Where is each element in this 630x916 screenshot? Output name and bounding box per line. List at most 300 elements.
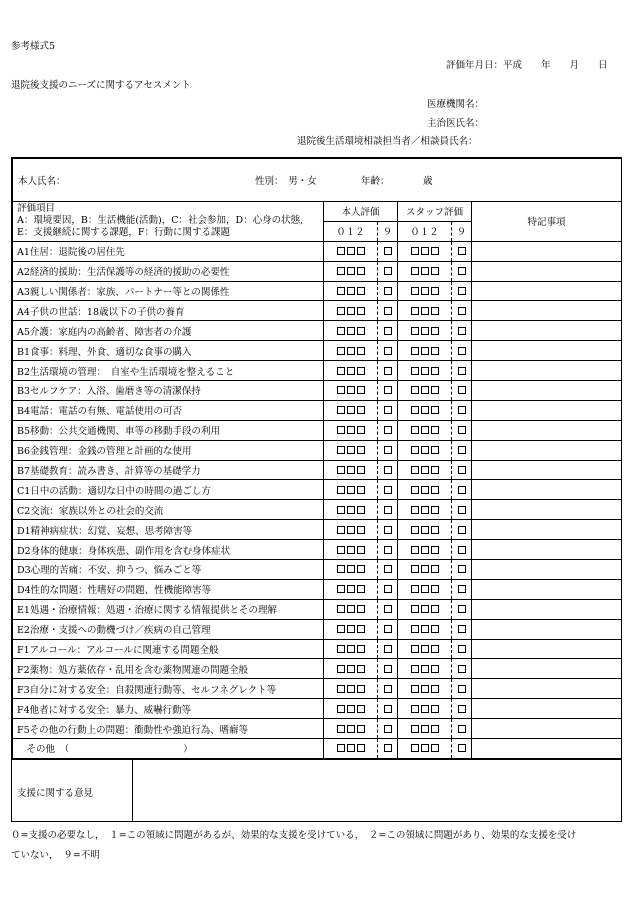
checkbox[interactable] xyxy=(458,546,466,554)
checkbox[interactable] xyxy=(458,625,466,633)
self-eval-012-boxes xyxy=(324,321,378,341)
checkbox[interactable] xyxy=(357,605,365,613)
table-row xyxy=(13,361,622,381)
checkbox[interactable] xyxy=(384,426,392,434)
checkbox[interactable] xyxy=(458,565,466,573)
checkbox[interactable] xyxy=(357,565,365,573)
checkbox[interactable] xyxy=(357,466,365,474)
notes-cell[interactable] xyxy=(472,420,622,440)
checkbox[interactable] xyxy=(337,705,345,713)
table-row xyxy=(13,480,622,500)
checkbox[interactable] xyxy=(337,506,345,514)
staff-eval-012-boxes xyxy=(398,480,452,500)
notes-cell[interactable] xyxy=(472,381,622,401)
checkbox[interactable] xyxy=(357,327,365,335)
checkbox[interactable] xyxy=(431,725,439,733)
checkbox[interactable] xyxy=(458,685,466,693)
checkbox[interactable] xyxy=(411,267,419,275)
checkbox[interactable] xyxy=(421,526,429,534)
checkbox[interactable] xyxy=(458,506,466,514)
checkbox[interactable] xyxy=(347,446,355,454)
checkbox[interactable] xyxy=(337,406,345,414)
checkbox[interactable] xyxy=(411,605,419,613)
checkbox[interactable] xyxy=(411,645,419,653)
assessment-item-label: C1日中の活動：適切な日中の時間の過ごし方 xyxy=(13,480,324,500)
checkbox[interactable] xyxy=(337,725,345,733)
table-row xyxy=(13,719,622,739)
self-eval-012-boxes xyxy=(324,301,378,321)
checkbox[interactable] xyxy=(431,486,439,494)
staff-eval-9-box xyxy=(452,440,472,460)
checkbox[interactable] xyxy=(347,585,355,593)
checkbox[interactable] xyxy=(357,526,365,534)
checkbox[interactable] xyxy=(347,406,355,414)
assessment-item-label: B5移動：公共交通機関、車等の移動手段の利用 xyxy=(13,420,324,440)
checkbox[interactable] xyxy=(337,307,345,315)
checkbox[interactable] xyxy=(384,307,392,315)
staff-eval-9-box xyxy=(452,739,472,759)
checkbox[interactable] xyxy=(421,685,429,693)
checkbox[interactable] xyxy=(384,287,392,295)
checkbox[interactable] xyxy=(411,665,419,673)
checkbox[interactable] xyxy=(458,247,466,255)
checkbox[interactable] xyxy=(357,406,365,414)
staff-eval-9-box xyxy=(452,460,472,480)
checkbox[interactable] xyxy=(337,526,345,534)
checkbox[interactable] xyxy=(458,665,466,673)
checkbox[interactable] xyxy=(458,446,466,454)
table-row xyxy=(13,261,622,281)
notes-cell[interactable] xyxy=(472,500,622,520)
staff-eval-9-box xyxy=(452,400,472,420)
notes-cell[interactable] xyxy=(472,440,622,460)
checkbox[interactable] xyxy=(357,744,365,752)
assessment-item-label: A3親しい関係者：家族、パートナー等との関係性 xyxy=(13,281,324,301)
checkbox[interactable] xyxy=(347,685,355,693)
checkbox[interactable] xyxy=(384,466,392,474)
notes-cell[interactable] xyxy=(472,241,622,261)
checkbox[interactable] xyxy=(411,327,419,335)
checkbox[interactable] xyxy=(411,307,419,315)
checkbox[interactable] xyxy=(357,585,365,593)
checkbox[interactable] xyxy=(411,347,419,355)
checkbox[interactable] xyxy=(357,426,365,434)
checkbox[interactable] xyxy=(421,287,429,295)
checkbox[interactable] xyxy=(337,267,345,275)
checkbox[interactable] xyxy=(347,347,355,355)
staff-scale-9: ９ xyxy=(452,221,472,241)
checkbox[interactable] xyxy=(421,506,429,514)
checkbox[interactable] xyxy=(431,307,439,315)
notes-cell[interactable] xyxy=(472,579,622,599)
checkbox[interactable] xyxy=(384,327,392,335)
checkbox[interactable] xyxy=(421,605,429,613)
checkbox[interactable] xyxy=(421,386,429,394)
checkbox[interactable] xyxy=(384,406,392,414)
checkbox[interactable] xyxy=(357,347,365,355)
checkbox[interactable] xyxy=(431,645,439,653)
checkbox[interactable] xyxy=(431,247,439,255)
staff-eval-012-boxes xyxy=(398,679,452,699)
checkbox[interactable] xyxy=(384,347,392,355)
checkbox[interactable] xyxy=(411,367,419,375)
assessment-item-label: E2治療・支援への動機づけ／疾病の自己管理 xyxy=(13,619,324,639)
checkbox[interactable] xyxy=(384,645,392,653)
checkbox[interactable] xyxy=(458,645,466,653)
checkbox[interactable] xyxy=(458,466,466,474)
checkbox[interactable] xyxy=(411,546,419,554)
checkbox[interactable] xyxy=(347,705,355,713)
checkbox[interactable] xyxy=(347,287,355,295)
checkbox[interactable] xyxy=(384,565,392,573)
staff-eval-012-boxes xyxy=(398,739,452,759)
checkbox[interactable] xyxy=(357,645,365,653)
checkbox[interactable] xyxy=(458,347,466,355)
checkbox[interactable] xyxy=(411,247,419,255)
checkbox[interactable] xyxy=(458,367,466,375)
checkbox[interactable] xyxy=(421,486,429,494)
checkbox[interactable] xyxy=(421,446,429,454)
checkbox[interactable] xyxy=(411,386,419,394)
checkbox[interactable] xyxy=(421,406,429,414)
checkbox[interactable] xyxy=(411,744,419,752)
checkbox[interactable] xyxy=(357,386,365,394)
self-eval-9-box xyxy=(378,719,398,739)
checkbox[interactable] xyxy=(411,426,419,434)
notes-cell[interactable] xyxy=(472,261,622,281)
assessment-item-label: D2身体的健康：身体疾患、副作用を含む身体症状 xyxy=(13,540,324,560)
support-opinion-field[interactable] xyxy=(133,760,621,822)
checkbox[interactable] xyxy=(431,565,439,573)
checkbox[interactable] xyxy=(421,744,429,752)
checkbox[interactable] xyxy=(411,585,419,593)
checkbox[interactable] xyxy=(458,725,466,733)
checkbox[interactable] xyxy=(411,526,419,534)
checkbox[interactable] xyxy=(384,705,392,713)
checkbox[interactable] xyxy=(431,744,439,752)
checkbox[interactable] xyxy=(337,247,345,255)
checkbox[interactable] xyxy=(458,287,466,295)
checkbox[interactable] xyxy=(347,526,355,534)
notes-cell[interactable] xyxy=(472,321,622,341)
checkbox[interactable] xyxy=(421,426,429,434)
notes-header: 特記事項 xyxy=(472,202,622,242)
checkbox[interactable] xyxy=(347,645,355,653)
notes-cell[interactable] xyxy=(472,400,622,420)
checkbox[interactable] xyxy=(411,466,419,474)
checkbox[interactable] xyxy=(384,267,392,275)
staff-eval-012-boxes xyxy=(398,381,452,401)
checkbox[interactable] xyxy=(421,625,429,633)
checkbox[interactable] xyxy=(384,386,392,394)
self-eval-012-boxes xyxy=(324,480,378,500)
notes-cell[interactable] xyxy=(472,699,622,719)
staff-eval-012-boxes xyxy=(398,241,452,261)
checkbox[interactable] xyxy=(431,546,439,554)
self-eval-012-boxes xyxy=(324,440,378,460)
checkbox[interactable] xyxy=(347,426,355,434)
notes-cell[interactable] xyxy=(472,560,622,580)
checkbox[interactable] xyxy=(421,546,429,554)
self-eval-012-boxes xyxy=(324,520,378,540)
checkbox[interactable] xyxy=(431,466,439,474)
self-eval-9-box xyxy=(378,381,398,401)
checkbox[interactable] xyxy=(337,585,345,593)
checkbox[interactable] xyxy=(458,386,466,394)
checkbox[interactable] xyxy=(421,327,429,335)
checkbox[interactable] xyxy=(337,744,345,752)
checkbox[interactable] xyxy=(421,705,429,713)
checkbox[interactable] xyxy=(337,327,345,335)
legend-line-1: ０=支援の必要なし， １=この領域に問題があるが、効果的な支援を受けている， ２=この領域に問題があり、効果的な支援を受け xyxy=(11,830,577,841)
checkbox[interactable] xyxy=(357,446,365,454)
checkbox[interactable] xyxy=(384,744,392,752)
staff-eval-9-box xyxy=(452,281,472,301)
notes-cell[interactable] xyxy=(472,460,622,480)
checkbox[interactable] xyxy=(411,446,419,454)
checkbox[interactable] xyxy=(431,625,439,633)
checkbox[interactable] xyxy=(431,327,439,335)
checkbox[interactable] xyxy=(411,705,419,713)
checkbox[interactable] xyxy=(421,247,429,255)
checkbox[interactable] xyxy=(431,605,439,613)
self-eval-9-box xyxy=(378,500,398,520)
checkbox[interactable] xyxy=(458,406,466,414)
assessment-table xyxy=(12,158,622,759)
checkbox[interactable] xyxy=(458,307,466,315)
notes-cell[interactable] xyxy=(472,480,622,500)
checkbox[interactable] xyxy=(411,685,419,693)
checkbox[interactable] xyxy=(347,307,355,315)
legend-line-2: ていない， ９=不明 xyxy=(11,850,100,861)
checkbox[interactable] xyxy=(421,347,429,355)
self-eval-9-box xyxy=(378,659,398,679)
notes-cell[interactable] xyxy=(472,341,622,361)
checkbox[interactable] xyxy=(384,625,392,633)
checkbox[interactable] xyxy=(421,307,429,315)
self-eval-9-box xyxy=(378,599,398,619)
checkbox[interactable] xyxy=(458,486,466,494)
checkbox[interactable] xyxy=(357,307,365,315)
checkbox[interactable] xyxy=(384,486,392,494)
checkbox[interactable] xyxy=(411,287,419,295)
staff-eval-012-boxes xyxy=(398,639,452,659)
checkbox[interactable] xyxy=(347,506,355,514)
checkbox[interactable] xyxy=(357,267,365,275)
self-eval-012-boxes xyxy=(324,619,378,639)
staff-eval-012-boxes xyxy=(398,341,452,361)
checkbox[interactable] xyxy=(384,685,392,693)
checkbox[interactable] xyxy=(431,406,439,414)
checkbox[interactable] xyxy=(431,267,439,275)
checkbox[interactable] xyxy=(357,247,365,255)
notes-cell[interactable] xyxy=(472,739,622,759)
checkbox[interactable] xyxy=(337,546,345,554)
checkbox[interactable] xyxy=(337,605,345,613)
checkbox[interactable] xyxy=(431,685,439,693)
checkbox[interactable] xyxy=(384,725,392,733)
page-title: 退院後支援のニーズに関するアセスメント xyxy=(11,80,191,91)
checkbox[interactable] xyxy=(421,565,429,573)
checkbox[interactable] xyxy=(347,565,355,573)
table-row xyxy=(13,599,622,619)
table-row xyxy=(13,540,622,560)
staff-eval-012-boxes xyxy=(398,440,452,460)
self-eval-9-box xyxy=(378,241,398,261)
checkbox[interactable] xyxy=(337,466,345,474)
checkbox[interactable] xyxy=(458,267,466,275)
checkbox[interactable] xyxy=(411,625,419,633)
checkbox[interactable] xyxy=(384,605,392,613)
checkbox[interactable] xyxy=(431,446,439,454)
checkbox[interactable] xyxy=(384,446,392,454)
checkbox[interactable] xyxy=(431,347,439,355)
checkbox[interactable] xyxy=(431,526,439,534)
checkbox[interactable] xyxy=(431,287,439,295)
checkbox[interactable] xyxy=(384,585,392,593)
checkbox[interactable] xyxy=(384,247,392,255)
checkbox[interactable] xyxy=(421,665,429,673)
checkbox[interactable] xyxy=(347,725,355,733)
self-eval-012-boxes xyxy=(324,261,378,281)
checkbox[interactable] xyxy=(337,426,345,434)
checkbox[interactable] xyxy=(357,546,365,554)
checkbox[interactable] xyxy=(357,705,365,713)
checkbox[interactable] xyxy=(411,565,419,573)
table-row xyxy=(13,321,622,341)
table-row xyxy=(13,639,622,659)
age-label: 年齢： xyxy=(361,176,390,187)
checkbox[interactable] xyxy=(421,466,429,474)
checkbox[interactable] xyxy=(384,367,392,375)
notes-cell[interactable] xyxy=(472,599,622,619)
checkbox[interactable] xyxy=(357,486,365,494)
checkbox[interactable] xyxy=(337,386,345,394)
checkbox[interactable] xyxy=(337,347,345,355)
checkbox[interactable] xyxy=(337,685,345,693)
checkbox[interactable] xyxy=(347,327,355,335)
notes-cell[interactable] xyxy=(472,679,622,699)
checkbox[interactable] xyxy=(458,705,466,713)
checkbox[interactable] xyxy=(384,546,392,554)
checkbox[interactable] xyxy=(421,585,429,593)
checkbox[interactable] xyxy=(347,386,355,394)
assessment-item-label: B1食事：料理、外食、適切な食事の購入 xyxy=(13,341,324,361)
notes-cell[interactable] xyxy=(472,281,622,301)
checkbox[interactable] xyxy=(337,367,345,375)
assessment-item-label: D3心理的苦痛：不安、抑うつ、悩みごと等 xyxy=(13,560,324,580)
staff-eval-012-boxes xyxy=(398,281,452,301)
checkbox[interactable] xyxy=(347,625,355,633)
notes-cell[interactable] xyxy=(472,639,622,659)
checkbox[interactable] xyxy=(421,367,429,375)
checkbox[interactable] xyxy=(347,605,355,613)
checkbox[interactable] xyxy=(421,267,429,275)
checkbox[interactable] xyxy=(337,645,345,653)
checkbox[interactable] xyxy=(337,565,345,573)
notes-cell[interactable] xyxy=(472,659,622,679)
checkbox[interactable] xyxy=(421,725,429,733)
checkbox[interactable] xyxy=(357,625,365,633)
table-row xyxy=(13,301,622,321)
checkbox[interactable] xyxy=(431,367,439,375)
self-eval-012-boxes xyxy=(324,381,378,401)
checkbox[interactable] xyxy=(431,585,439,593)
checkbox[interactable] xyxy=(431,506,439,514)
checkbox[interactable] xyxy=(458,327,466,335)
notes-cell[interactable] xyxy=(472,520,622,540)
notes-cell[interactable] xyxy=(472,719,622,739)
checkbox[interactable] xyxy=(347,665,355,673)
checkbox[interactable] xyxy=(357,287,365,295)
checkbox[interactable] xyxy=(347,486,355,494)
checkbox[interactable] xyxy=(347,267,355,275)
checkbox[interactable] xyxy=(458,426,466,434)
checkbox[interactable] xyxy=(384,506,392,514)
checkbox[interactable] xyxy=(347,744,355,752)
staff-eval-9-box xyxy=(452,599,472,619)
checkbox[interactable] xyxy=(357,725,365,733)
self-eval-012-boxes xyxy=(324,659,378,679)
staff-eval-012-boxes xyxy=(398,659,452,679)
checkbox[interactable] xyxy=(458,744,466,752)
self-eval-9-box xyxy=(378,341,398,361)
checkbox[interactable] xyxy=(411,725,419,733)
staff-eval-9-box xyxy=(452,381,472,401)
checkbox[interactable] xyxy=(431,386,439,394)
checkbox[interactable] xyxy=(337,287,345,295)
checkbox[interactable] xyxy=(411,506,419,514)
checkbox[interactable] xyxy=(384,665,392,673)
checkbox[interactable] xyxy=(357,685,365,693)
staff-eval-9-box xyxy=(452,301,472,321)
checkbox[interactable] xyxy=(347,367,355,375)
checkbox[interactable] xyxy=(411,406,419,414)
self-eval-012-boxes xyxy=(324,460,378,480)
assessment-item-label: C2交流：家族以外との社会的交流 xyxy=(13,500,324,520)
self-eval-012-boxes xyxy=(324,241,378,261)
checkbox[interactable] xyxy=(384,526,392,534)
checkbox[interactable] xyxy=(458,526,466,534)
checkbox[interactable] xyxy=(337,486,345,494)
checkbox[interactable] xyxy=(337,446,345,454)
checkbox[interactable] xyxy=(347,247,355,255)
notes-cell[interactable] xyxy=(472,361,622,381)
checkbox[interactable] xyxy=(347,546,355,554)
self-eval-012-boxes xyxy=(324,560,378,580)
assessment-item-label: D1精神病症状：幻覚、妄想、思考障害等 xyxy=(13,520,324,540)
notes-cell[interactable] xyxy=(472,301,622,321)
checkbox[interactable] xyxy=(357,367,365,375)
staff-eval-9-box xyxy=(452,560,472,580)
checkbox[interactable] xyxy=(421,645,429,653)
checkbox[interactable] xyxy=(357,506,365,514)
notes-cell[interactable] xyxy=(472,540,622,560)
checkbox[interactable] xyxy=(337,625,345,633)
checkbox[interactable] xyxy=(458,585,466,593)
checkbox[interactable] xyxy=(347,466,355,474)
checkbox[interactable] xyxy=(411,486,419,494)
checkbox[interactable] xyxy=(458,605,466,613)
checkbox[interactable] xyxy=(431,426,439,434)
checkbox[interactable] xyxy=(337,665,345,673)
checkbox[interactable] xyxy=(431,705,439,713)
self-eval-012-boxes xyxy=(324,579,378,599)
checkbox[interactable] xyxy=(357,665,365,673)
checkbox[interactable] xyxy=(431,665,439,673)
notes-cell[interactable] xyxy=(472,619,622,639)
self-eval-9-box xyxy=(378,261,398,281)
